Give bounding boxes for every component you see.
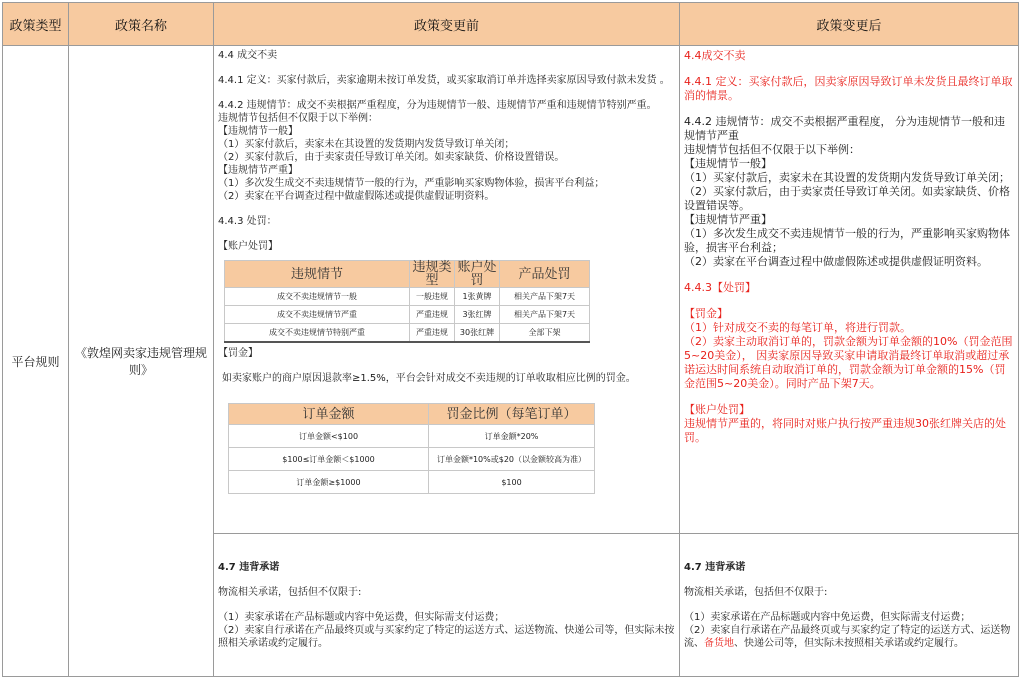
header-policy-name: 政策名称 [69,3,214,46]
before-line: 【违规情节严重】 [218,165,298,176]
account-table-header: 违规类型 [410,261,455,288]
header-before-change: 政策变更前 [214,3,680,46]
before-b-title: 4.7 违背承诺 [218,562,280,573]
before-line: （2）买家付款后，由于卖家责任导致订单关闭。如卖家缺货、价格设置错误。 [218,152,565,163]
fine-table-cell: 订单金额*10%或$20（以金额较高为准） [429,448,595,471]
before-line: （1）买家付款后，卖家未在其设置的发货期内发货导致订单关闭； [218,139,515,150]
before-fine-title: 【罚金】 [218,348,258,359]
before-section-title: 4.4 成交不卖 [218,50,278,61]
after-fine-line: （2）卖家主动取消订单的，罚款金额为订单金额的10%（罚金范围5~20美金）， 因卖家原因导致买家申请取消最终订单取消或超过承诺运达时间系统自动取消订单的，罚款金额为订单金额的15%（罚金范围5~20美金）。同时产品下架7天。 [684,335,1013,390]
after-line: 4.4.2 违规情节：成交不卖根据严重程度， 分为违规情节一般和违规情节严重 [684,115,1005,142]
account-table-row [225,288,590,306]
before-cell-no-sale [214,46,680,534]
fine-table-cell: $100≤订单金额＜$1000 [229,448,429,471]
before-b-item: （1）卖家承诺在产品标题或内容中免运费，但实际需支付运费； [218,612,505,623]
after-line: 【违规情节一般】 [684,157,772,170]
after-fine-line: （1）针对成交不卖的每笔订单，将进行罚款。 [684,321,911,334]
before-line: （1）多次发生成交不卖违规情节一般的行为，严重影响买家购物体验，损害平台利益； [218,178,605,189]
after-cell-no-sale [680,46,1019,534]
before-line: 【违规情节一般】 [218,126,298,137]
account-table-cell: 3张红牌 [455,306,500,324]
account-table-row [225,306,590,324]
policy-row-a [3,46,1019,534]
after-line: （2）卖家在平台调查过程中做虚假陈述或提供虚假证明资料。 [684,255,988,268]
before-line: （2）卖家在平台调查过程中做虚假陈述或提供虚假证明资料。 [218,191,495,202]
before-cell-broken-promise [214,534,680,677]
after-b-item: （1）卖家承诺在产品标题或内容中免运费，但实际需支付运费； [684,612,971,623]
before-punish-title: 4.4.3 处罚： [218,216,277,227]
account-table-cell: 相关产品下架7天 [500,288,590,306]
after-b-item2-highlight: 备货地 [704,638,734,649]
fine-table-cell: 订单金额*20% [429,425,595,448]
after-cell-broken-promise [680,534,1019,677]
header-policy-type: 政策类型 [3,3,69,46]
fine-table-row [229,425,595,448]
account-table-cell: 一般违规 [410,288,455,306]
before-line: 4.4.2 违规情节：成交不卖根据严重程度，分为违规情节一般、违规情节严重和违规情节特别严重。 [218,100,657,111]
after-b-title: 4.7 违背承诺 [684,562,746,573]
account-table-header: 账户处罚 [455,261,500,288]
after-account-line: 违规情节严重的，将同时对账户执行按严重违规30张红牌关店的处罚。 [684,417,1006,444]
header-after-change: 政策变更后 [680,3,1019,46]
after-line: （1）买家付款后，卖家未在其设置的发货期内发货导致订单关闭； [684,171,1010,184]
fine-table-row [229,471,595,494]
policy-change-table [2,2,1019,677]
account-table-header: 违规情节 [225,261,410,288]
before-line: 违规情节包括但不仅限于以下举例： [218,113,378,124]
account-table-cell: 成交不卖违规情节一般 [225,288,410,306]
fine-table-cell: 订单金额≥$1000 [229,471,429,494]
after-b-intro: 物流相关承诺，包括但不仅限于: [684,587,828,598]
before-b-item: （2）卖家自行承诺在产品最终页或与买家约定了特定的运送方式、运送物流、快递公司等，但实际未按照相关承诺或约定履行。 [218,625,675,649]
account-table-row [225,324,590,343]
after-fine-line: 【罚金】 [684,307,728,320]
before-definition: 4.4.1 定义：买家付款后，卖家逾期未按订单发货，或买家取消订单并选择卖家原因导致付款未发货 。 [218,75,670,86]
after-punish-title: 4.4.3【处罚】 [684,281,756,294]
account-table-cell: 严重违规 [410,306,455,324]
after-account-line: 【账户处罚】 [684,403,750,416]
after-line: 违规情节包括但不仅限于以下举例： [684,143,860,156]
fine-table-header: 订单金额 [229,404,429,425]
account-penalty-table [224,260,590,343]
account-table-cell: 成交不卖违规情节特别严重 [225,324,410,343]
after-line: （2）买家付款后，由于卖家责任导致订单关闭。如卖家缺货、价格设置错误等。 [684,185,1010,212]
fine-table-row [229,448,595,471]
policy-type-cell: 平台规则 [3,46,69,677]
after-line: （1）多次发生成交不卖违规情节一般的行为，严重影响买家购物体验，损害平台利益； [684,227,1010,254]
before-b-intro: 物流相关承诺，包括但不仅限于: [218,587,362,598]
account-table-header: 产品处罚 [500,261,590,288]
after-b-item [684,624,1015,650]
fine-ratio-table [228,403,595,494]
account-table-cell: 1张黄牌 [455,288,500,306]
after-section-title: 4.4成交不卖 [684,49,746,62]
fine-table-cell: $100 [429,471,595,494]
after-b-item2-part-b: 、快递公司等，但实际未按照相关承诺或约定履行。 [734,638,964,649]
after-line: 【违规情节严重】 [684,213,772,226]
before-account-title: 【账户处罚】 [218,241,278,252]
before-fine-text: 如卖家账户的商户原因退款率≥1.5%，平台会针对成交不卖违规的订单收取相应比例的罚金。 [222,373,636,384]
fine-table-cell: 订单金额<$100 [229,425,429,448]
header-row [3,3,1019,46]
after-b-item2-part-a: （2）卖家自行承诺在产品最终页或与买家约定了特定的运送方式、运送物流、 [684,625,1011,649]
account-table-cell: 全部下架 [500,324,590,343]
after-definition: 4.4.1 定义：买家付款后，因卖家原因导致订单未发货且最终订单取消的情景。 [684,75,1013,102]
fine-table-header: 罚金比例（每笔订单） [429,404,595,425]
account-table-cell: 相关产品下架7天 [500,306,590,324]
policy-name-cell: 《敦煌网卖家违规管理规则》 [69,46,214,677]
account-table-cell: 30张红牌 [455,324,500,343]
account-table-cell: 成交不卖违规情节严重 [225,306,410,324]
account-table-cell: 严重违规 [410,324,455,343]
